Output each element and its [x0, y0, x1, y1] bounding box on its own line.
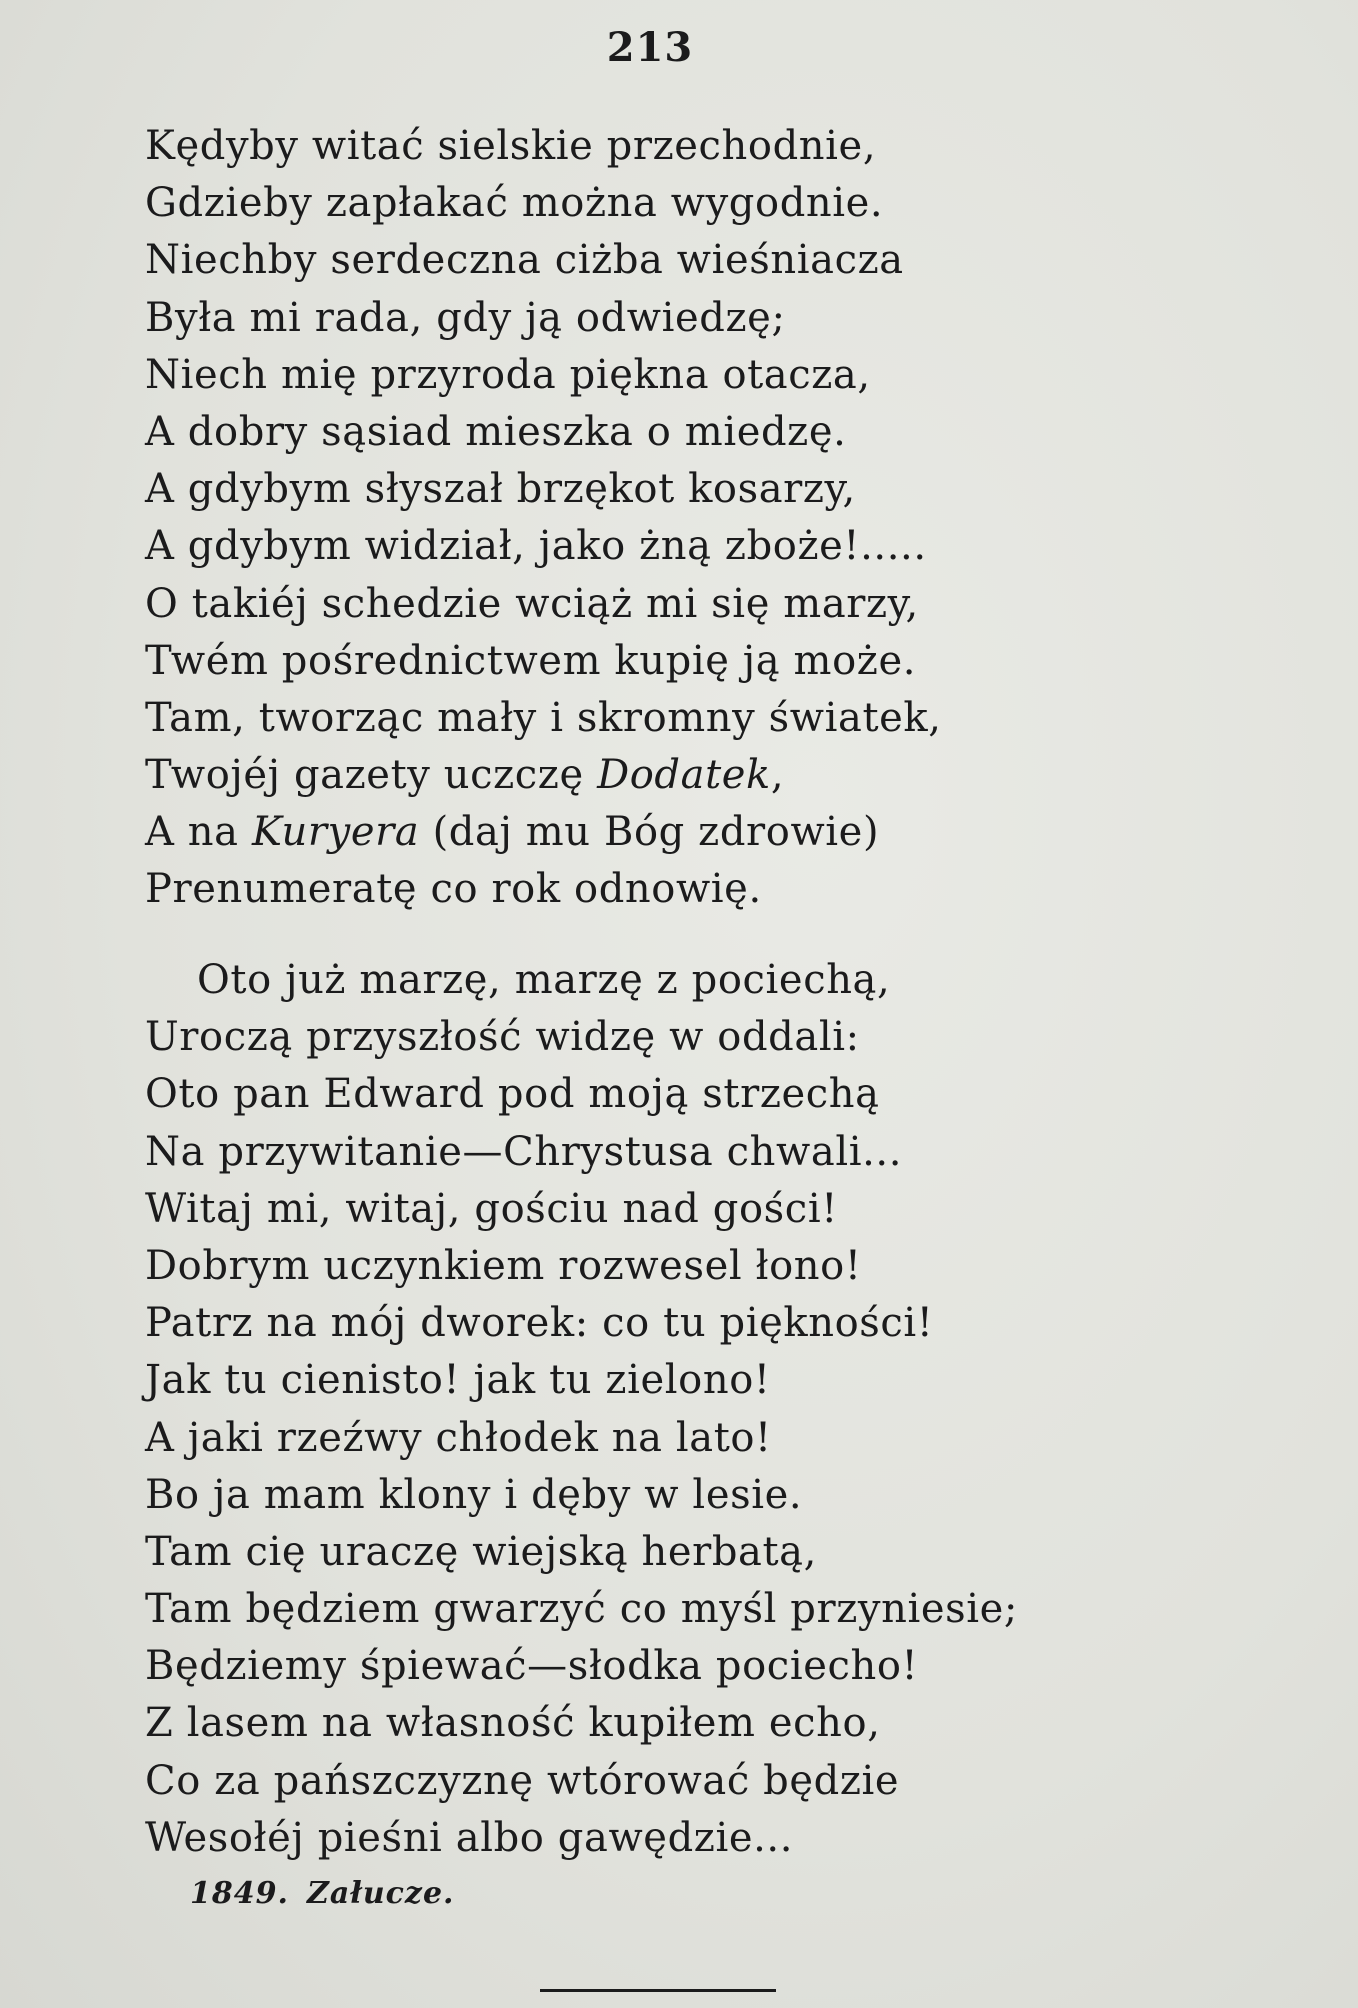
verse-line: Gdzieby zapłakać można wygodnie. — [145, 180, 884, 227]
date-place-signature — [190, 1876, 454, 1911]
verse-line: Niechby serdeczna ciżba wieśniacza — [145, 237, 904, 284]
verse-text: (daj mu Bóg zdrowie) — [419, 809, 880, 856]
verse-line: Jak tu cienisto! jak tu zielono! — [145, 1357, 771, 1404]
verse-line: Prenumeratę co rok odnowię. — [145, 866, 762, 913]
verse-line: Co za pańszczyznę wtórować będzie — [145, 1757, 900, 1804]
verse-line: A jaki rzeźwy chłodek na lato! — [145, 1414, 772, 1461]
verse-line: Tam cię uraczę wiejską herbatą, — [145, 1528, 817, 1575]
verse-line: Dobrym uczynkiem rozwesel łono! — [145, 1242, 862, 1289]
verse-line: Patrz na mój dworek: co tu piękności! — [145, 1300, 934, 1347]
verse-line: Oto już marzę, marzę z pociechą, — [197, 957, 891, 1003]
verse-line: A dobry sąsiad mieszka o miedzę. — [145, 408, 847, 455]
verse-line: Oto pan Edward pod moją strzechą — [145, 1071, 880, 1118]
verse-line — [145, 747, 1145, 804]
verse-line: Niech mię przyroda piękna otacza, — [145, 351, 871, 398]
verse-line: Bo ja mam klony i dęby w lesie. — [145, 1471, 803, 1518]
verse-line: Na przywitanie—Chrystusa chwali... — [145, 1128, 903, 1175]
verse-line: A gdybym widział, jako żną zboże!..... — [145, 523, 927, 570]
verse-line: Będziemy śpiewać—słodka pociecho! — [145, 1643, 919, 1690]
verse-line: Witaj mi, witaj, gościu nad gości! — [145, 1185, 838, 1232]
verse-line: Twém pośrednictwem kupię ją może. — [145, 637, 917, 684]
italic-title-dodatek: Dodatek — [597, 752, 771, 799]
verse-text: A na — [145, 809, 252, 856]
stanza-2 — [145, 952, 1145, 1867]
verse-line — [145, 804, 1145, 861]
verse-text: , — [770, 752, 785, 799]
verse-line: Wesołéj pieśni albo gawędzie... — [145, 1814, 794, 1861]
verse-line: Tam, tworząc mały i skromny światek, — [145, 694, 942, 741]
italic-title-kuryera: Kuryera — [251, 809, 420, 856]
verse-text: Twojéj gazety uczczę — [145, 752, 598, 799]
verse-line: O takiéj schedzie wciąż mi się marzy, — [145, 580, 919, 627]
verse-line: Z lasem na własność kupiłem echo, — [145, 1700, 881, 1747]
verse-line: Była mi rada, gdy ją odwiedzę; — [145, 294, 786, 341]
verse-line: Uroczą przyszłość widzę w oddali: — [145, 1014, 860, 1061]
stanza-1 — [145, 118, 1145, 919]
signature-year: 1849. — [190, 1876, 289, 1911]
end-rule-divider — [540, 1989, 776, 1992]
signature-place: Załucze. — [306, 1876, 455, 1911]
verse-line: Kędyby witać sielskie przechodnie, — [145, 123, 877, 169]
page-number: 213 — [606, 24, 694, 71]
verse-line: Tam będziem gwarzyć co myśl przyniesie; — [145, 1586, 1018, 1633]
verse-line: A gdybym słyszał brzękot kosarzy, — [145, 466, 856, 513]
